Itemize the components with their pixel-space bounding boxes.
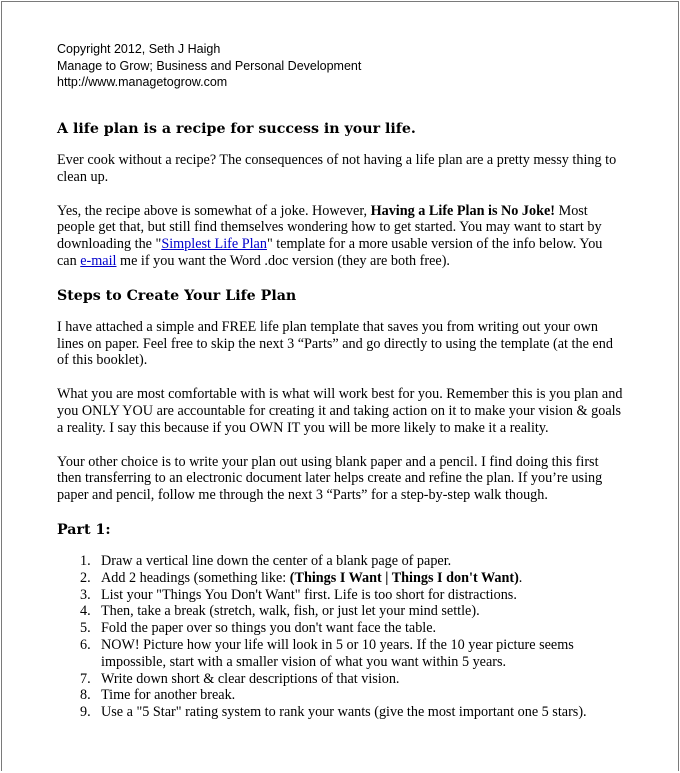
list-item [57,553,625,570]
list-item [57,704,625,721]
list-item [57,570,625,587]
list-number: 3. [80,586,91,603]
simplest-life-plan-link[interactable]: Simplest Life Plan [161,236,267,253]
list-item-text: Write down short & clear descriptions of that vision. [101,670,400,687]
paragraph-recipe: Ever cook without a recipe? The consequences of not having a life plan are a pretty messy thing to clean up. [57,152,617,185]
part1-steps-list [57,553,625,721]
list-item [57,637,625,671]
list-item-text: Then, take a break (stretch, walk, fish, or just let your mind settle). [101,603,480,620]
section-heading-part1: Part 1: [57,521,111,538]
text-run: Yes, the recipe above is somewhat of a joke. However, [57,202,371,219]
list-item [57,603,625,620]
text-run: Most people get that, but still find themselves wondering how to get started. You may want to start by downloading the " [57,202,602,253]
text-run: " template for a more usable version of the info below. You can [57,236,603,269]
text-run: me if you want the Word .doc version (they are both free). [116,252,450,269]
email-link[interactable]: e-mail [80,252,117,269]
list-item-text: Add 2 headings (something like: [101,569,290,586]
section-heading-life-plan: A life plan is a recipe for success in your life. [57,121,416,137]
list-item [57,687,625,704]
bold-headings: (Things I Want | Things I don't Want) [289,569,519,586]
list-item [57,587,625,604]
paragraph-joke [57,203,625,270]
list-number: 9. [80,704,91,721]
list-item-text: Time for another break. [101,687,236,704]
list-item-text: Use a "5 Star" rating system to rank your wants (give the most important one 5 stars). [101,704,587,721]
bold-statement: Having a Life Plan is No Joke! [370,202,556,219]
list-item-text: Fold the paper over so things you don't want face the table. [101,620,437,637]
list-number: 7. [80,670,91,687]
document-page [1,1,679,771]
section-heading-steps: Steps to Create Your Life Plan [57,287,297,304]
list-number: 8. [80,687,91,704]
website-line: http://www.managetogrow.com [57,75,228,89]
paragraph-template: I have attached a simple and FREE life plan template that saves you from writing out your own lines on paper. Feel free to skip the next 3 “Parts” and go directly to using the template (at the end of this booklet). [57,318,613,369]
list-number: 4. [80,603,91,620]
list-item-text: . [518,569,523,586]
list-number: 2. [80,569,91,586]
list-item-text: Draw a vertical line down the center of a blank page of paper. [101,552,452,569]
list-item [57,671,625,688]
list-item-text: List your "Things You Don't Want" first. Life is too short for distractions. [101,586,517,603]
document-body [57,120,625,721]
company-line: Manage to Grow; Business and Personal Development [57,58,362,73]
list-number: 6. [80,636,91,653]
copyright-header [57,41,361,91]
list-number: 5. [80,620,91,637]
list-number: 1. [80,552,91,569]
list-item-text: NOW! Picture how your life will look in 5 or 10 years. If the 10 year picture seems impossible, start with a smaller vision of what you want within 5 years. [101,636,574,670]
paragraph-other-choice: Your other choice is to write your plan out using blank paper and a pencil. I find doing this first then transferring to an electronic document later helps create and refine the plan. If you’re using paper and pencil, follow me through the next 3 “Parts” for a step-by-step walk though. [57,453,603,504]
copyright-line: Copyright 2012, Seth J Haigh [57,42,221,56]
paragraph-comfortable: What you are most comfortable with is what will work best for you. Remember this is you plan and you ONLY YOU are accountable for creating it and taking action on it to make your vision & goals a reality. I say this because if you OWN IT you will be more likely to make it a reality. [57,386,623,436]
list-item [57,620,625,637]
